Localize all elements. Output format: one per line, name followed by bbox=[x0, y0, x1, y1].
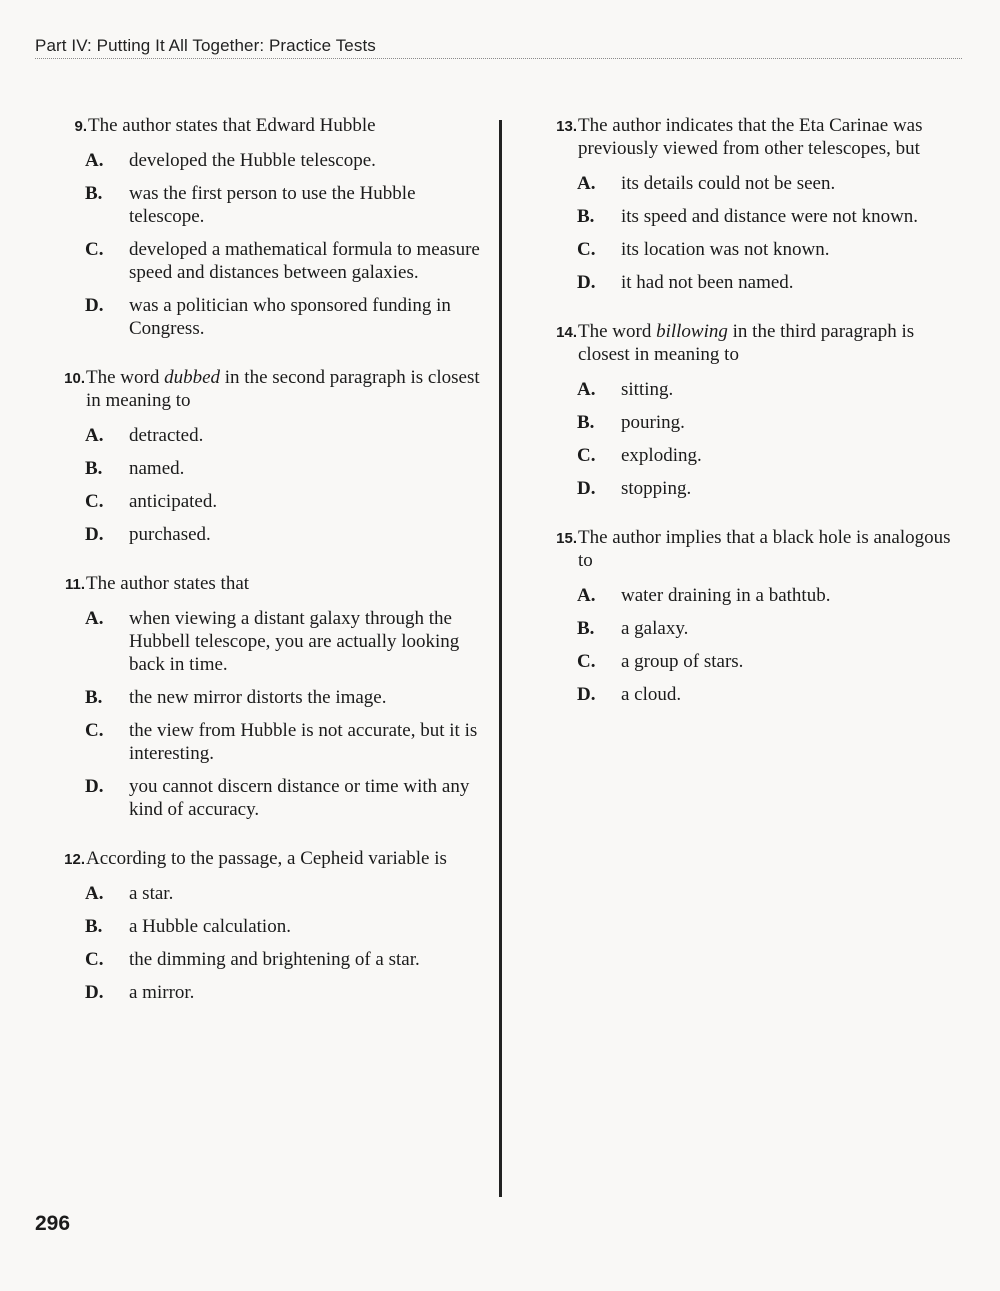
question-number: 11. bbox=[64, 576, 85, 593]
option-letter: B. bbox=[85, 916, 103, 937]
option-letter: B. bbox=[85, 687, 103, 708]
option-letter: C. bbox=[577, 651, 596, 672]
answer-option bbox=[542, 205, 962, 228]
answer-option bbox=[50, 182, 490, 228]
option-text: stopping. bbox=[621, 478, 692, 499]
option-text: a Hubble calculation. bbox=[129, 916, 291, 937]
left-column bbox=[50, 114, 490, 1030]
answer-option bbox=[542, 477, 962, 500]
answer-option bbox=[50, 775, 490, 821]
stem-text-after: in the third paragraph is closest in meaning to bbox=[578, 321, 915, 365]
option-letter: D. bbox=[85, 524, 104, 545]
option-letter: D. bbox=[85, 295, 104, 316]
option-letter: C. bbox=[85, 491, 104, 512]
header-rule bbox=[35, 58, 962, 59]
question-stem bbox=[542, 526, 962, 572]
option-text: a cloud. bbox=[621, 684, 682, 705]
question-number: 13. bbox=[556, 118, 577, 135]
stem-italic-word: dubbed bbox=[164, 367, 221, 388]
option-text: the new mirror distorts the image. bbox=[129, 687, 387, 708]
right-column bbox=[542, 114, 962, 732]
answer-option bbox=[50, 457, 490, 480]
answer-option bbox=[50, 882, 490, 905]
answer-option bbox=[542, 584, 962, 607]
question-text: According to the passage, a Cepheid variable is bbox=[86, 848, 447, 869]
option-text: was the first person to use the Hubble telescope. bbox=[129, 183, 416, 227]
option-text: the dimming and brightening of a star. bbox=[129, 949, 420, 970]
question-9 bbox=[50, 114, 490, 340]
option-text: was a politician who sponsored funding in Congress. bbox=[129, 295, 451, 339]
option-text: its details could not be seen. bbox=[621, 173, 836, 194]
answer-option bbox=[50, 149, 490, 172]
question-15 bbox=[542, 526, 962, 706]
answer-option bbox=[542, 411, 962, 434]
option-letter: B. bbox=[85, 183, 103, 204]
stem-text-before: The word bbox=[578, 321, 657, 342]
option-text: it had not been named. bbox=[621, 272, 794, 293]
question-13 bbox=[542, 114, 962, 294]
option-letter: A. bbox=[577, 585, 596, 606]
question-11 bbox=[50, 572, 490, 821]
option-letter: A. bbox=[85, 150, 104, 171]
option-text: a mirror. bbox=[129, 982, 195, 1003]
option-text: you cannot discern distance or time with any kind of accuracy. bbox=[129, 776, 470, 820]
answer-option bbox=[50, 294, 490, 340]
option-text: exploding. bbox=[621, 445, 702, 466]
question-number: 15. bbox=[556, 530, 577, 547]
option-text: its speed and distance were not known. bbox=[621, 206, 919, 227]
question-stem bbox=[542, 114, 962, 160]
answer-option bbox=[542, 271, 962, 294]
option-letter: C. bbox=[577, 445, 596, 466]
question-number: 9. bbox=[74, 118, 87, 135]
option-text: water draining in a bathtub. bbox=[621, 585, 831, 606]
question-number: 12. bbox=[64, 851, 85, 868]
stem-italic-word: billowing bbox=[656, 321, 728, 342]
answer-option bbox=[542, 683, 962, 706]
answer-option bbox=[542, 238, 962, 261]
running-head: Part IV: Putting It All Together: Practice Tests bbox=[35, 36, 376, 55]
option-text: detracted. bbox=[129, 425, 204, 446]
option-text: named. bbox=[129, 458, 185, 479]
option-text: developed the Hubble telescope. bbox=[129, 150, 376, 171]
option-text: when viewing a distant galaxy through the Hubbell telescope, you are actually looking back in time. bbox=[129, 608, 460, 675]
option-letter: C. bbox=[577, 239, 596, 260]
option-letter: C. bbox=[85, 949, 104, 970]
answer-option bbox=[50, 238, 490, 284]
option-letter: D. bbox=[85, 776, 104, 797]
answer-option bbox=[542, 617, 962, 640]
option-letter: A. bbox=[85, 425, 104, 446]
question-stem bbox=[542, 320, 962, 366]
option-text: its location was not known. bbox=[621, 239, 830, 260]
answer-option bbox=[542, 172, 962, 195]
answer-option bbox=[542, 444, 962, 467]
question-text bbox=[86, 366, 490, 412]
option-letter: D. bbox=[85, 982, 104, 1003]
option-text: pouring. bbox=[621, 412, 685, 433]
option-text: sitting. bbox=[621, 379, 674, 400]
option-letter: D. bbox=[577, 684, 596, 705]
option-letter: A. bbox=[577, 379, 596, 400]
option-letter: B. bbox=[577, 206, 595, 227]
answer-option bbox=[50, 607, 490, 676]
question-text: The author implies that a black hole is analogous to bbox=[578, 527, 951, 571]
page-number: 296 bbox=[35, 1212, 71, 1235]
answer-option bbox=[542, 378, 962, 401]
question-stem bbox=[50, 847, 490, 870]
question-12 bbox=[50, 847, 490, 1004]
answer-option bbox=[50, 948, 490, 971]
stem-text-before: The word bbox=[86, 367, 165, 388]
question-14 bbox=[542, 320, 962, 500]
option-letter: B. bbox=[577, 412, 595, 433]
question-stem bbox=[50, 366, 490, 412]
answer-option bbox=[50, 915, 490, 938]
option-text: a group of stars. bbox=[621, 651, 744, 672]
option-letter: D. bbox=[577, 272, 596, 293]
option-text: a star. bbox=[129, 883, 174, 904]
question-stem bbox=[50, 114, 490, 137]
question-text: The author indicates that the Eta Carinae was previously viewed from other telescopes, but bbox=[578, 115, 923, 159]
option-text: anticipated. bbox=[129, 491, 218, 512]
option-letter: B. bbox=[85, 458, 103, 479]
stem-text-after: in the second paragraph is closest in meaning to bbox=[86, 367, 480, 411]
question-text: The author states that Edward Hubble bbox=[88, 115, 376, 136]
question-text: The author states that bbox=[86, 573, 250, 594]
option-text: purchased. bbox=[129, 524, 211, 545]
option-letter: A. bbox=[85, 608, 104, 629]
answer-option bbox=[50, 719, 490, 765]
question-number: 10. bbox=[64, 370, 85, 387]
question-text bbox=[578, 320, 962, 366]
option-text: developed a mathematical formula to measure speed and distances between galaxies. bbox=[129, 239, 480, 283]
option-letter: B. bbox=[577, 618, 595, 639]
answer-option bbox=[50, 981, 490, 1004]
option-letter: C. bbox=[85, 239, 104, 260]
option-letter: D. bbox=[577, 478, 596, 499]
option-letter: A. bbox=[85, 883, 104, 904]
question-stem bbox=[50, 572, 490, 595]
question-number: 14. bbox=[556, 324, 577, 341]
answer-option bbox=[50, 523, 490, 546]
column-divider bbox=[499, 120, 502, 1197]
answer-option bbox=[50, 490, 490, 513]
answer-option bbox=[50, 424, 490, 447]
option-text: a galaxy. bbox=[621, 618, 689, 639]
option-text: the view from Hubble is not accurate, but it is interesting. bbox=[129, 720, 478, 764]
option-letter: C. bbox=[85, 720, 104, 741]
answer-option bbox=[50, 686, 490, 709]
question-10 bbox=[50, 366, 490, 546]
option-letter: A. bbox=[577, 173, 596, 194]
answer-option bbox=[542, 650, 962, 673]
